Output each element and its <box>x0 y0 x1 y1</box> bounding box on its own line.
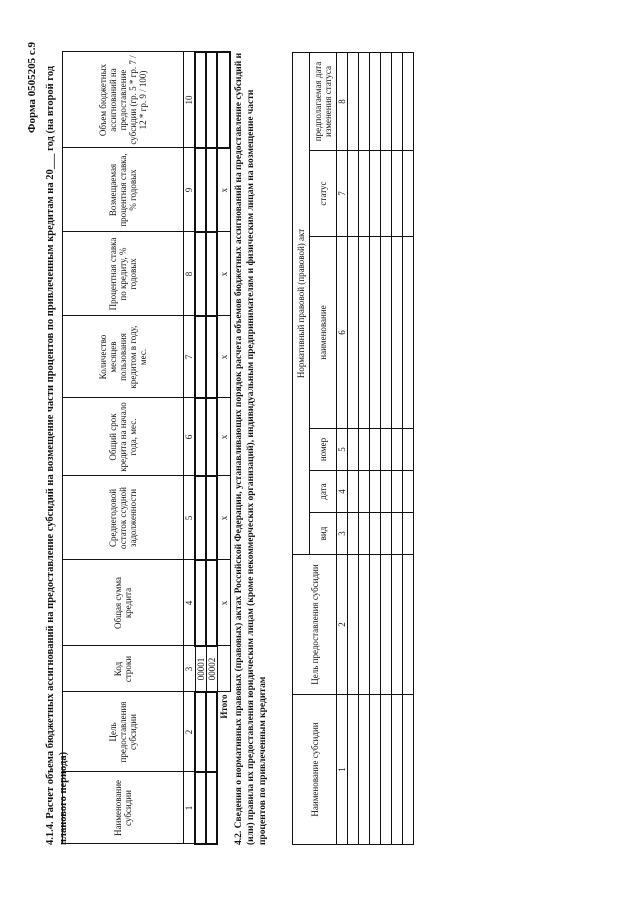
col-number: 6 <box>184 398 196 476</box>
table-row <box>359 52 370 844</box>
col-number: 8 <box>184 232 196 316</box>
header-compensated-rate: Возмещаемая процентная ставка, % годовых <box>63 148 184 232</box>
col-number: 10 <box>184 52 196 148</box>
total-cell: х <box>217 476 230 560</box>
col-number: 6 <box>337 237 348 429</box>
subsidy-volume-table <box>62 51 231 845</box>
section-441-title: 4.1.4. Расчет объема бюджетных ассигнований на предоставление субсидий на возмещение части процентов по привлеченным кредитам на 20___ год (на второй год планового периода) <box>45 65 69 845</box>
total-cell: х <box>217 316 230 398</box>
header-legal-act: Нормативный правовой (правовой) акт <box>293 52 310 554</box>
legal-acts-table <box>292 52 414 845</box>
header-allocation-volume: Объем бюджетных ассигнований на предоставление субсидии (гр. 5 * гр. 7 / 12 * гр. 9 / 100) <box>63 52 184 148</box>
header-subsidy-name: Наименование субсидии <box>63 772 184 844</box>
form-code: Форма 0505205 с.9 <box>26 42 38 133</box>
header-goal: Цель предоставления субсидии <box>63 692 184 772</box>
header-loan-amount: Общая сумма кредита <box>63 560 184 646</box>
col-number: 2 <box>337 555 348 695</box>
header-status-change-date: предполагаемая дата изменения статуса <box>310 52 337 150</box>
table-row <box>381 52 392 844</box>
header-act-date: дата <box>310 471 337 513</box>
col-number: 4 <box>184 560 196 646</box>
col-number: 2 <box>184 692 196 772</box>
total-cell: х <box>217 148 230 232</box>
section-42-title: 4.2. Сведения о нормативных правовых (правовых) актах Российской Федерации, устанавливающих порядок расчета объемов бюджетных ассигнований на предоставление субсидий и (или) правила их предоставления юридическим лицам (кроме некоммерческих организаций), индивидуальным предпринимателям и физическим лицам на возмещение части процентов по привлеченным кредитам <box>234 52 268 845</box>
header-act-number: номер <box>310 429 337 471</box>
col-number: 8 <box>337 52 348 150</box>
table-row <box>403 52 414 844</box>
col-number: 9 <box>184 148 196 232</box>
table-row <box>370 52 381 844</box>
header-act-status: статус <box>310 151 337 237</box>
total-cell: х <box>217 398 230 476</box>
total-label: Итого <box>219 694 229 719</box>
header-act-title: наименование <box>310 237 337 429</box>
header-row-code: Код строки <box>63 646 184 692</box>
table-row <box>348 52 359 844</box>
col-number: 5 <box>184 476 196 560</box>
row-code: 00001 <box>195 646 206 692</box>
table-row <box>195 52 206 844</box>
col-number: 7 <box>337 151 348 237</box>
header-loan-term: Общий срок кредита на начало года, мес. <box>63 398 184 476</box>
header-subsidy-name: Наименование субсидии <box>293 695 337 845</box>
total-row <box>217 52 230 844</box>
col-number: 4 <box>337 471 348 513</box>
col-number: 3 <box>184 646 196 692</box>
col-number: 5 <box>337 429 348 471</box>
header-interest-rate: Процентная ставка по кредиту, % годовых <box>63 232 184 316</box>
col-number: 1 <box>184 772 196 844</box>
total-cell: х <box>217 232 230 316</box>
col-number: 1 <box>337 695 348 845</box>
table-row <box>392 52 403 844</box>
header-goal: Цель предоставления субсидии <box>293 555 337 695</box>
col-number: 7 <box>184 316 196 398</box>
col-number: 3 <box>337 513 348 555</box>
total-cell: х <box>217 560 230 646</box>
header-avg-balance: Среднегодовой остаток ссудной задолженности <box>63 476 184 560</box>
header-months-used: Количество месяцев пользования кредитом в году, мес. <box>63 316 184 398</box>
header-act-type: вид <box>310 513 337 555</box>
table-row <box>206 52 217 844</box>
row-code: 00002 <box>206 646 217 692</box>
